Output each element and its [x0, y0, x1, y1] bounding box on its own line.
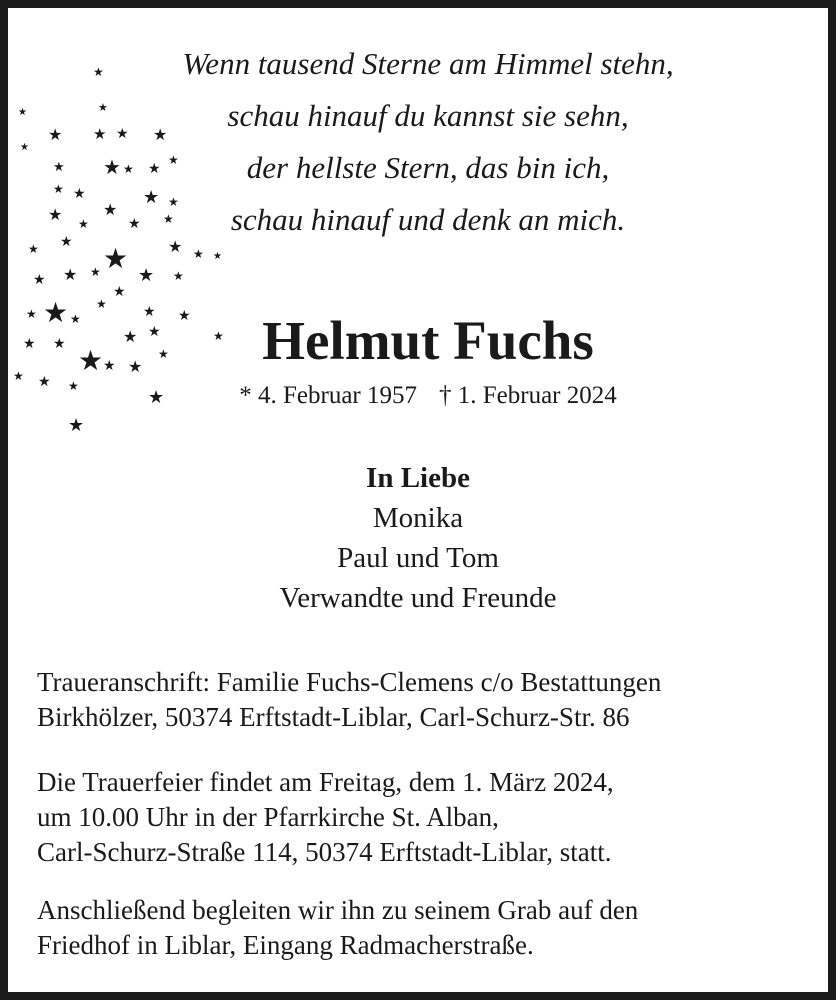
star-icon: ★ — [168, 195, 179, 209]
star-icon: ★ — [96, 297, 107, 311]
life-dates — [8, 380, 828, 412]
service-line: um 10.00 Uhr in der Pfarrkirche St. Alban, — [37, 802, 499, 832]
death-date: † 1. Februar 2024 — [439, 382, 617, 409]
star-icon: ★ — [168, 239, 183, 256]
poem-line: schau hinauf du kannst sie sehn, — [227, 98, 629, 133]
star-icon: ★ — [98, 102, 108, 114]
funeral-service-info — [37, 765, 807, 870]
star-icon: ★ — [68, 415, 85, 435]
star-icon: ★ — [128, 217, 141, 232]
star-icon: ★ — [138, 265, 155, 285]
star-icon: ★ — [53, 159, 65, 174]
star-icon: ★ — [173, 269, 184, 283]
deceased-name: Helmut Fuchs — [262, 310, 594, 371]
star-icon: ★ — [13, 369, 24, 383]
star-icon: ★ — [148, 387, 165, 407]
burial-info — [37, 893, 807, 963]
star-icon: ★ — [213, 251, 222, 262]
birth-date: * 4. Februar 1957 — [239, 382, 417, 409]
poem-line: der hellste Stern, das bin ich, — [246, 150, 610, 185]
star-icon: ★ — [148, 325, 161, 340]
star-icon: ★ — [48, 207, 63, 224]
star-icon: ★ — [163, 212, 174, 226]
star-icon: ★ — [18, 107, 27, 118]
mourners-lead: In Liebe — [366, 462, 470, 494]
star-icon: ★ — [60, 235, 73, 250]
star-icon: ★ — [93, 65, 104, 79]
star-icon: ★ — [78, 346, 104, 377]
star-icon: ★ — [143, 187, 160, 207]
star-icon: ★ — [23, 337, 36, 352]
service-line: Die Trauerfeier findet am Freitag, dem 1. März 2024, — [37, 767, 614, 797]
star-icon: ★ — [103, 244, 129, 275]
mourning-address — [37, 665, 807, 735]
star-icon: ★ — [70, 312, 81, 326]
star-icon: ★ — [113, 285, 126, 300]
star-icon: ★ — [28, 242, 39, 256]
mourner-name: Monika — [372, 502, 464, 534]
star-icon: ★ — [93, 127, 107, 143]
star-icon: ★ — [33, 273, 46, 288]
star-icon: ★ — [213, 329, 224, 343]
mourner-name: Verwandte und Freunde — [279, 582, 557, 614]
address-line: Traueranschrift: Familie Fuchs-Clemens c/o Bestattungen — [37, 667, 662, 697]
star-icon: ★ — [143, 305, 156, 320]
star-icon: ★ — [103, 359, 116, 374]
star-icon: ★ — [78, 217, 89, 231]
star-icon: ★ — [158, 347, 169, 361]
service-line: Carl-Schurz-Straße 114, 50374 Erftstadt-Liblar, statt. — [37, 837, 612, 867]
star-icon: ★ — [103, 157, 121, 179]
star-icon: ★ — [123, 162, 134, 176]
poem — [128, 38, 728, 246]
star-icon: ★ — [90, 265, 101, 279]
star-icon: ★ — [123, 329, 138, 346]
star-icon: ★ — [63, 267, 78, 284]
star-icon: ★ — [153, 127, 168, 144]
star-icon: ★ — [116, 127, 129, 142]
star-icon: ★ — [193, 247, 204, 261]
address-line: Birkhölzer, 50374 Erftstadt-Liblar, Carl-Schurz-Str. 86 — [37, 702, 630, 732]
star-icon: ★ — [53, 182, 64, 196]
mourner-name: Paul und Tom — [337, 542, 499, 574]
star-icon: ★ — [48, 127, 63, 144]
poem-line: schau hinauf und denk an mich. — [230, 202, 626, 237]
poem-line: Wenn tausend Sterne am Himmel stehn, — [182, 46, 674, 81]
star-icon: ★ — [148, 162, 161, 177]
star-icon: ★ — [38, 375, 51, 390]
star-icon: ★ — [168, 153, 179, 167]
mourners — [8, 458, 828, 618]
star-icon: ★ — [73, 187, 86, 202]
burial-line: Anschließend begleiten wir ihn zu seinem Grab auf den — [37, 895, 639, 925]
star-icon: ★ — [43, 298, 69, 329]
star-icon: ★ — [20, 142, 29, 153]
star-icon: ★ — [178, 309, 191, 324]
star-icon: ★ — [53, 337, 66, 352]
star-icon: ★ — [68, 379, 79, 393]
star-icon: ★ — [103, 202, 118, 219]
burial-line: Friedhof in Liblar, Eingang Radmacherstraße. — [37, 930, 534, 960]
star-icon: ★ — [128, 359, 143, 376]
star-icon: ★ — [26, 307, 37, 321]
